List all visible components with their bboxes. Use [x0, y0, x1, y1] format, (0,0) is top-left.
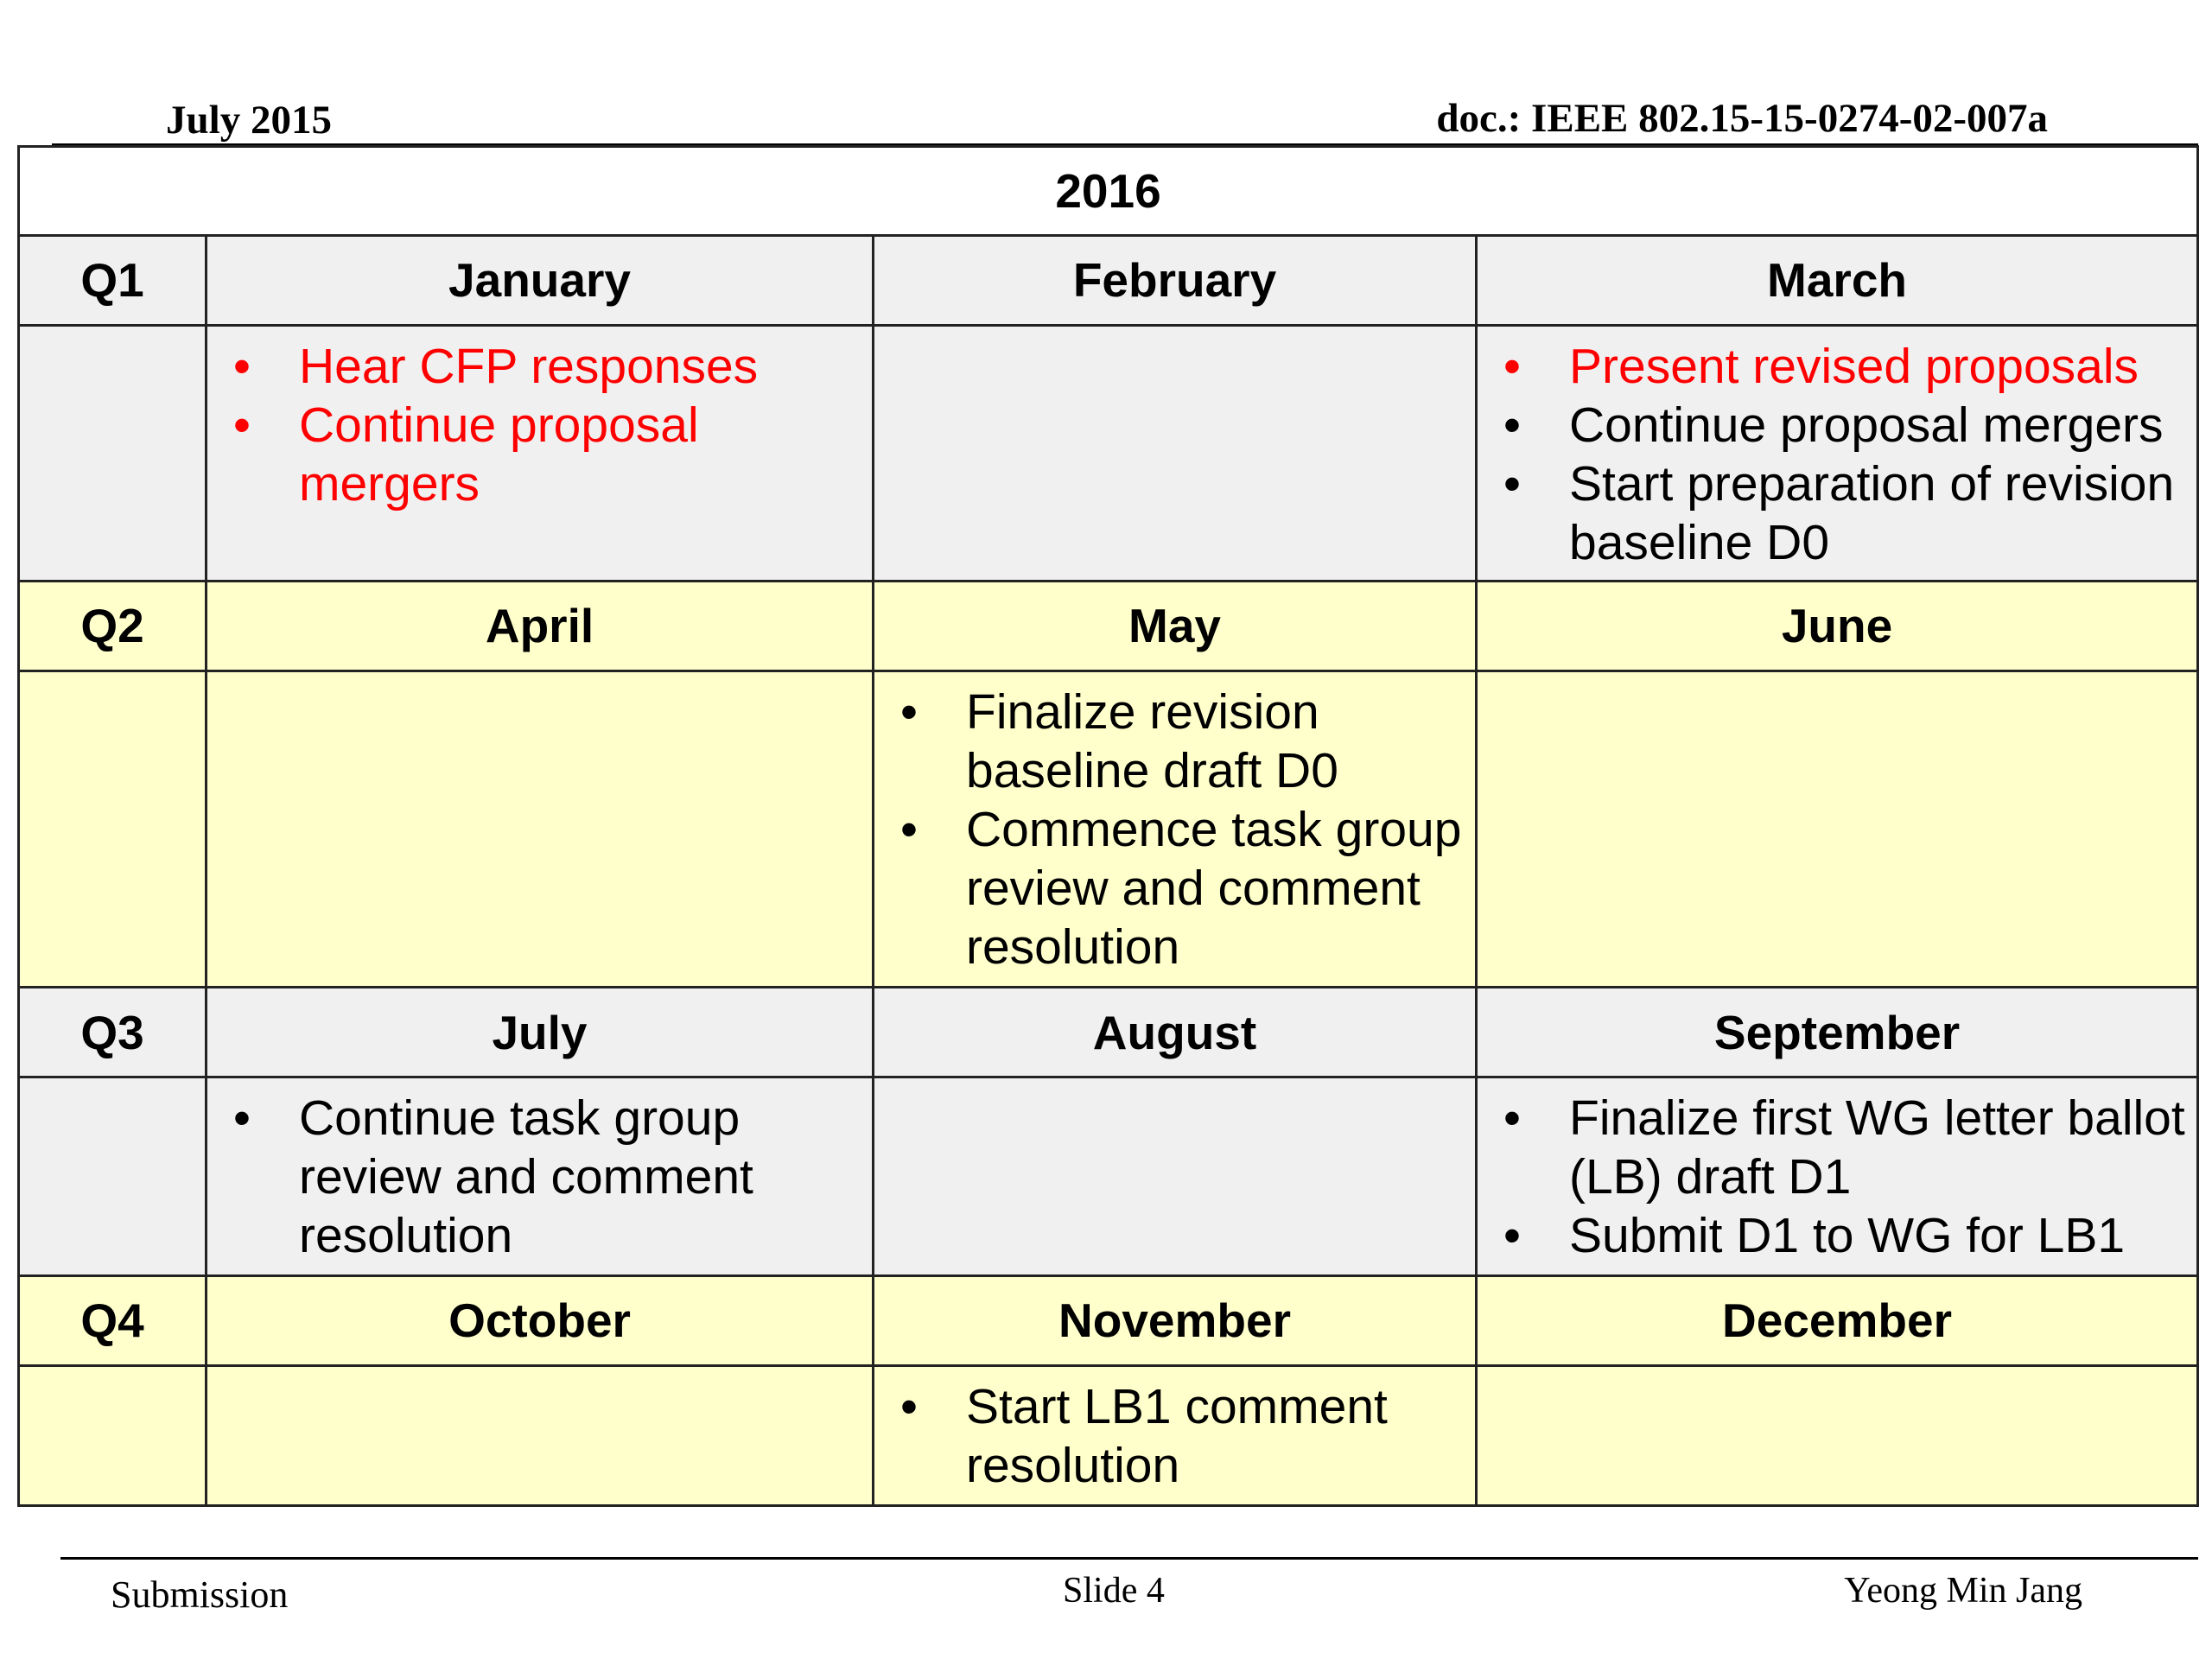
month-cell	[874, 325, 1477, 582]
quarter-header-row	[19, 1276, 2198, 1365]
bullet-item	[1478, 396, 2196, 454]
month-cell	[1477, 1077, 2198, 1276]
bullet-list	[1478, 337, 2196, 572]
quarter-label: Q3	[19, 988, 207, 1077]
month-name: September	[1477, 988, 2198, 1077]
month-cell	[207, 325, 874, 582]
month-name: March	[1477, 236, 2198, 325]
quarter-spacer-cell	[19, 1077, 207, 1276]
bullet-dot-icon: •	[233, 1090, 251, 1146]
month-name: June	[1477, 582, 2198, 671]
month-cell	[874, 671, 1477, 988]
bullet-dot-icon: •	[1503, 455, 1521, 512]
bullet-list	[1478, 1089, 2196, 1265]
bullet-text: Continue proposal mergers	[299, 397, 699, 512]
footer-slide-number: Slide 4	[1063, 1571, 1165, 1611]
quarter-spacer-cell	[19, 671, 207, 988]
month-name: October	[207, 1276, 874, 1365]
bullet-text: Finalize first WG letter ballot (LB) draft D1	[1569, 1090, 2185, 1205]
quarter-header-row	[19, 582, 2198, 671]
month-cell	[207, 1077, 874, 1276]
bullet-text: Continue proposal mergers	[1569, 397, 2164, 453]
bullet-text: Submit D1 to WG for LB1	[1569, 1207, 2126, 1263]
bullet-text: Finalize revision baseline draft D0	[966, 683, 1338, 798]
quarter-header-row	[19, 988, 2198, 1077]
bullet-item	[1478, 337, 2196, 396]
month-cell	[1477, 325, 2198, 582]
month-name: April	[207, 582, 874, 671]
bullet-text: Present revised proposals	[1569, 338, 2139, 394]
bullet-item	[207, 337, 872, 396]
month-name: December	[1477, 1276, 2198, 1365]
month-name: May	[874, 582, 1477, 671]
month-name: February	[874, 236, 1477, 325]
schedule-table	[17, 145, 2199, 1507]
bullet-list	[207, 337, 872, 513]
bullet-item	[1478, 454, 2196, 572]
bullet-item	[874, 800, 1475, 976]
bullet-dot-icon: •	[1503, 397, 1521, 453]
bullet-dot-icon: •	[233, 338, 251, 394]
bullet-text: Continue task group review and comment resolution	[299, 1090, 753, 1263]
bullet-dot-icon: •	[1503, 1090, 1521, 1146]
year-row	[19, 147, 2198, 236]
bullet-text: Hear CFP responses	[299, 338, 759, 394]
bullet-list	[874, 1377, 1475, 1495]
quarter-spacer-cell	[19, 1365, 207, 1506]
month-cell	[207, 1365, 874, 1506]
quarter-body-row	[19, 325, 2198, 582]
year-title: 2016	[19, 147, 2198, 236]
quarter-body-row	[19, 671, 2198, 988]
bullet-item	[1478, 1089, 2196, 1206]
bullet-dot-icon: •	[900, 683, 918, 740]
bullet-text: Start LB1 comment resolution	[966, 1378, 1388, 1493]
bullet-list	[207, 1089, 872, 1265]
month-cell	[874, 1365, 1477, 1506]
header-date: July 2015	[166, 98, 332, 143]
bullet-dot-icon: •	[1503, 1207, 1521, 1263]
month-name: November	[874, 1276, 1477, 1365]
quarter-label: Q4	[19, 1276, 207, 1365]
quarter-body-row	[19, 1365, 2198, 1506]
bullet-item	[874, 683, 1475, 800]
bullet-text: Start preparation of revision baseline D0	[1569, 455, 2175, 570]
bullet-item	[207, 1089, 872, 1265]
month-name: August	[874, 988, 1477, 1077]
bullet-text: Commence task group review and comment resolution	[966, 801, 1462, 975]
quarter-header-row	[19, 236, 2198, 325]
month-cell	[1477, 671, 2198, 988]
bullet-dot-icon: •	[1503, 338, 1521, 394]
footer-author: Yeong Min Jang	[1844, 1571, 2082, 1611]
quarter-label: Q1	[19, 236, 207, 325]
month-cell	[207, 671, 874, 988]
footer-divider	[60, 1557, 2198, 1560]
month-cell	[874, 1077, 1477, 1276]
bullet-item	[207, 396, 872, 513]
bullet-item	[1478, 1206, 2196, 1265]
quarter-body-row	[19, 1077, 2198, 1276]
quarter-spacer-cell	[19, 325, 207, 582]
bullet-dot-icon: •	[233, 397, 251, 453]
header-doc-id: doc.: IEEE 802.15-15-0274-02-007a	[1436, 96, 2048, 141]
bullet-dot-icon: •	[900, 1378, 918, 1434]
footer-submission: Submission	[111, 1573, 289, 1616]
month-cell	[1477, 1365, 2198, 1506]
bullet-item	[874, 1377, 1475, 1495]
bullet-dot-icon: •	[900, 801, 918, 857]
month-name: July	[207, 988, 874, 1077]
quarter-label: Q2	[19, 582, 207, 671]
bullet-list	[874, 683, 1475, 976]
month-name: January	[207, 236, 874, 325]
